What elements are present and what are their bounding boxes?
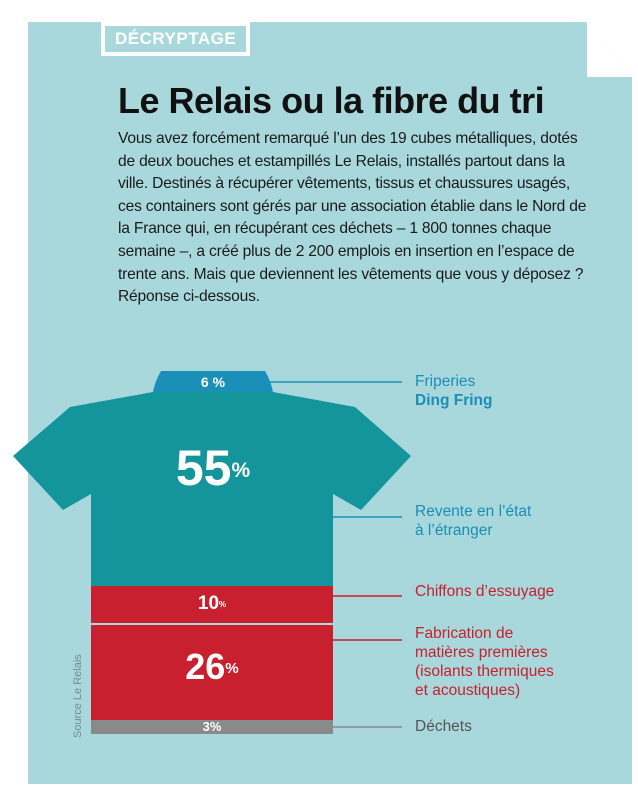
label-revente: Revente en l’état à l’étranger: [415, 503, 532, 539]
intro-paragraph: Vous avez forcément remarqué l’un des 19 cubes métalliques, dotés de deux bouches et estampillés Le Relais, installés partout dans la ville. Destinés à récupérer vêtements, tissus et chaussures usagés, ces containers sont gérés par une association établie dans le Nord de la France qui, en récupérant ces déchets – 1 800 tonnes chaque semaine –, a créé plus de 2 200 emplois en insertion en l’espace de trente ans. Mais que deviennent les vêtements que vous y déposez ? Réponse ci-dessous.: [118, 130, 587, 306]
pct-dechets: 3%: [202, 719, 222, 734]
section-tag-label: DÉCRYPTAGE: [105, 26, 246, 52]
source-credit: Source Le Relais: [72, 654, 84, 738]
label-chiffons: Chiffons d’essuyage: [415, 583, 555, 600]
pct-friperies: 6 %: [200, 374, 226, 390]
label-friperies: Friperies Ding Fring: [415, 373, 493, 409]
pct-chiffons: 10%: [197, 593, 227, 614]
pct-revente: 55%: [175, 440, 251, 496]
page-title: Le Relais ou la fibre du tri: [118, 80, 545, 121]
label-dechets: Déchets: [415, 718, 472, 735]
pct-fabrication: 26%: [185, 646, 239, 687]
segment-separator: [91, 623, 333, 625]
label-fabrication: Fabrication de matières premières (isolants thermiques et acoustiques): [415, 625, 554, 699]
